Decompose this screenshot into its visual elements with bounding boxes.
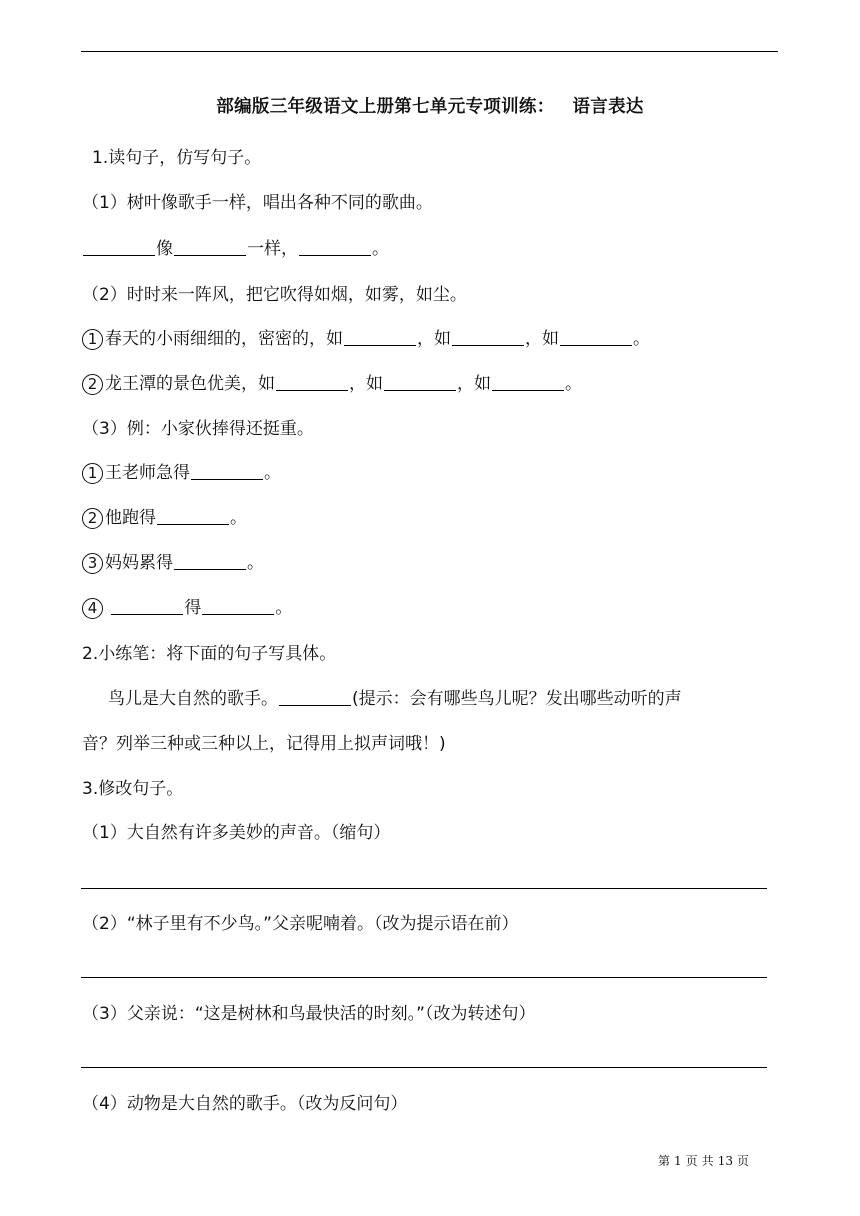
item-sep: ，如 <box>417 329 451 349</box>
page-title <box>0 93 860 118</box>
fill-word: 像 <box>156 239 173 259</box>
circled-number: 4 <box>82 598 103 619</box>
q1-p2-text: 时时来一阵风，把它吹得如烟，如雾，如尘。 <box>126 285 467 305</box>
q1-p1-label: （1） <box>82 193 127 213</box>
q3-item-label: （1） <box>82 823 127 843</box>
blank[interactable] <box>279 689 351 706</box>
item-end: 。 <box>247 553 264 573</box>
q1-p3-item-4 <box>82 597 292 619</box>
item-end: 。 <box>633 329 650 349</box>
item-text: 龙王潭的景色优美，如 <box>105 374 275 394</box>
item-sep: ，如 <box>457 374 491 394</box>
q3-item-2 <box>82 913 518 935</box>
blank[interactable] <box>157 508 229 525</box>
circled-number: 2 <box>82 374 103 395</box>
item-end: 。 <box>264 463 281 483</box>
q2-hint: (提示：会有哪些鸟儿呢？发出哪些动听的声 <box>352 689 682 709</box>
blank[interactable] <box>202 598 274 615</box>
header-rule <box>81 51 778 52</box>
title-sub: 语言表达 <box>572 97 644 117</box>
q2-line-1 <box>108 688 682 710</box>
item-sep: ，如 <box>349 374 383 394</box>
q2-line-2: 音？列举三种或三种以上，记得用上拟声词哦！) <box>82 734 446 754</box>
item-text: 他跑得 <box>105 508 156 528</box>
q3-heading: 3.修改句子。 <box>82 779 184 799</box>
footer-total-pages: 13 <box>717 1154 733 1168</box>
q2-heading: 2.小练笔：将下面的句子写具体。 <box>82 644 337 664</box>
item-end: 。 <box>275 598 293 618</box>
circled-number: 2 <box>82 508 103 529</box>
answer-line[interactable] <box>81 888 767 889</box>
footer-text: 页 <box>685 1154 698 1168</box>
title-main: 部编版三年级语文上册第七单元专项训练： <box>216 97 555 117</box>
answer-line[interactable] <box>81 1067 767 1068</box>
q1-p2-item-2 <box>82 373 582 395</box>
circled-number: 3 <box>82 553 103 574</box>
blank[interactable] <box>344 329 416 346</box>
blank[interactable] <box>174 553 246 570</box>
q1-p2-item-1 <box>82 328 650 350</box>
q3-item-text: “林子里有不少鸟。”父亲呢喃着。（改为提示语在前） <box>126 914 519 934</box>
footer-page-number: 1 <box>674 1154 682 1168</box>
q1-p1-text: 树叶像歌手一样，唱出各种不同的歌曲。 <box>126 193 433 213</box>
blank[interactable] <box>452 329 524 346</box>
item-text: 王老师急得 <box>105 463 190 483</box>
answer-line[interactable] <box>81 977 767 978</box>
fill-end: 。 <box>372 239 389 259</box>
item-mid: 得 <box>184 598 202 618</box>
q2-sentence: 鸟儿是大自然的歌手。 <box>108 689 278 709</box>
circled-number: 1 <box>82 463 103 484</box>
q3-item-text: 父亲说：“这是树林和鸟最快活的时刻。”（改为转述句） <box>126 1004 536 1024</box>
blank[interactable] <box>299 239 371 256</box>
q1-p3-item-1 <box>82 462 281 484</box>
q1-p3-item-3 <box>82 552 264 574</box>
q1-p3-text: 例：小家伙捧得还挺重。 <box>126 419 314 439</box>
fill-word: 一样， <box>247 239 298 259</box>
item-text: 妈妈累得 <box>105 553 173 573</box>
q3-item-text: 大自然有许多美妙的声音。（缩句） <box>126 823 391 843</box>
circled-number: 1 <box>82 329 103 350</box>
q1-p3-label: （3） <box>82 419 127 439</box>
blank[interactable] <box>111 598 183 615</box>
blank[interactable] <box>560 329 632 346</box>
item-end: 。 <box>565 374 582 394</box>
item-sep: ，如 <box>525 329 559 349</box>
q1-p2-label: （2） <box>82 285 127 305</box>
item-text: 春天的小雨细细的，密密的，如 <box>105 329 343 349</box>
blank[interactable] <box>492 374 564 391</box>
blank[interactable] <box>191 463 263 480</box>
q3-item-label: （4） <box>82 1094 127 1114</box>
q1-heading: 1.读句子，仿写句子。 <box>92 148 262 168</box>
q3-item-3 <box>82 1003 535 1025</box>
footer-text: 第 <box>658 1154 671 1168</box>
q1-p2 <box>82 284 467 306</box>
blank[interactable] <box>174 239 246 256</box>
footer-text: 页 <box>736 1154 749 1168</box>
blank[interactable] <box>276 374 348 391</box>
page-footer <box>656 1152 751 1169</box>
q1-p1-fill-line <box>82 238 389 260</box>
q3-item-4 <box>82 1093 407 1115</box>
item-end: 。 <box>230 508 247 528</box>
q1-p1 <box>82 192 433 214</box>
q3-item-1 <box>82 822 390 844</box>
q3-item-text: 动物是大自然的歌手。（改为反问句） <box>126 1094 408 1114</box>
q1-p3-item-2 <box>82 507 247 529</box>
q3-item-label: （2） <box>82 914 127 934</box>
blank[interactable] <box>83 239 155 256</box>
footer-text: 共 <box>701 1154 714 1168</box>
blank[interactable] <box>384 374 456 391</box>
q1-p3 <box>82 418 314 440</box>
q3-item-label: （3） <box>82 1004 127 1024</box>
